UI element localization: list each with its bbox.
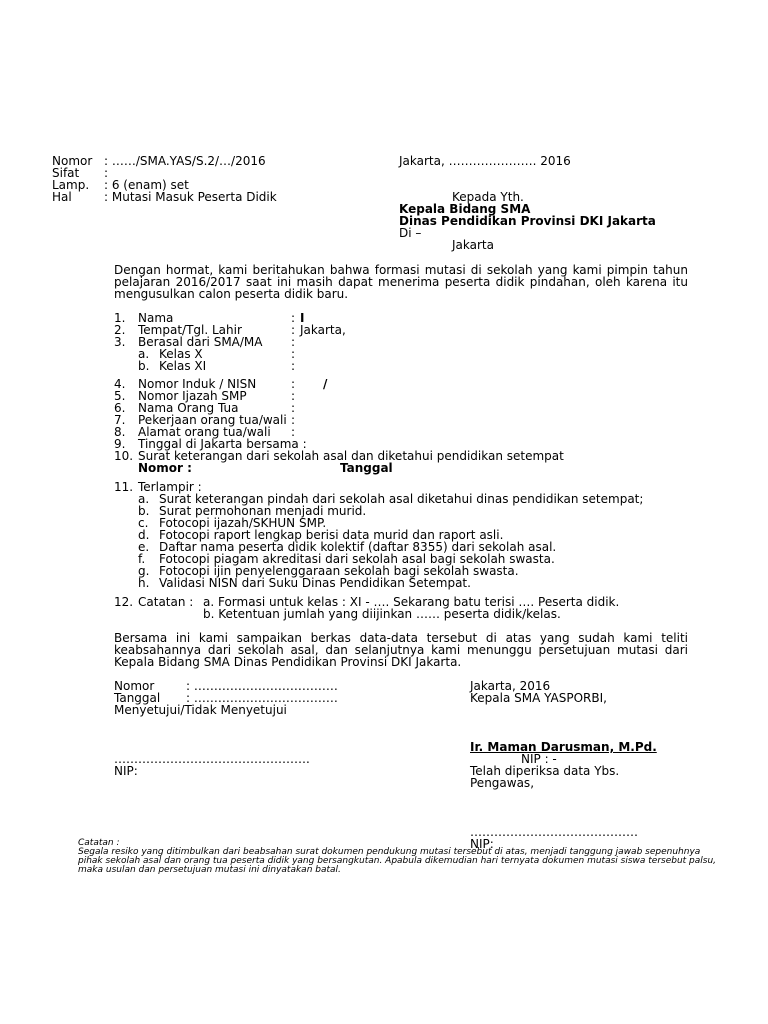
field-3b-colon: : — [291, 359, 296, 373]
field-7-colon: : — [291, 413, 296, 427]
field-9-num: 9. — [114, 437, 126, 451]
signer-position: Kepala SMA YASPORBI, — [470, 691, 607, 705]
supervisor-signature-line: …………………………………… — [470, 825, 638, 839]
field-4-label: Nomor Induk / NISN — [138, 377, 257, 391]
field-3a-label: Kelas X — [159, 347, 203, 361]
catatan-a: a. Formasi untuk kelas : XI - …. Sekarang batu terisi …. Peserta didik. — [203, 595, 620, 609]
hal-value: : Mutasi Masuk Peserta Didik — [104, 190, 277, 204]
field-10-nomor: Nomor : — [138, 461, 192, 475]
lamp-value: : 6 (enam) set — [104, 178, 189, 192]
field-6-label: Nama Orang Tua — [138, 401, 239, 415]
approval-nomor-label: Nomor — [114, 679, 155, 693]
signer-name: Ir. Maman Darusman, M.Pd. — [470, 740, 657, 754]
field-8-label: Alamat orang tua/wali — [138, 425, 271, 439]
catatan-num: 12. — [114, 595, 134, 609]
attachment-text: Fotocopi raport lengkap berisi data murid dan raport asli. — [159, 528, 504, 542]
footnote-text: Segala resiko yang ditimbulkan dari beabsahan surat dokumen pendukung mutasi tersebut di atas, menjadi tanggung jawab sepenuhnya pihak sekolah asal dan orang tua peserta didik yang bersangkutan. Apabula dikemudian hari ternyata dokumen mutasi siswa tersebut palsu, maka usulan dan persetujuan mutasi ini dinyatakan batal. — [78, 847, 717, 875]
field-4-num: 4. — [114, 377, 126, 391]
field-9-label: Tinggal di Jakarta bersama : — [138, 437, 307, 451]
recipient-line1: Kepala Bidang SMA — [399, 202, 531, 216]
checked-text: Telah diperiksa data Ybs. — [470, 764, 620, 778]
field-8-num: 8. — [114, 425, 126, 439]
field-2-label: Tempat/Tgl. Lahir — [138, 323, 242, 337]
field-3a-num: a. — [138, 347, 150, 361]
attachments-title: Terlampir : — [138, 480, 202, 494]
supervisor-nip: NIP: — [470, 837, 494, 851]
field-2-num: 2. — [114, 323, 126, 337]
field-6-colon: : — [291, 401, 296, 415]
field-1-num: 1. — [114, 311, 126, 325]
recipient-kepada: Kepada Yth. — [452, 190, 524, 204]
field-10-tanggal: Tanggal — [340, 461, 393, 475]
approval-tanggal-label: Tanggal — [114, 691, 161, 705]
field-7-num: 7. — [114, 413, 126, 427]
attachment-text: Daftar nama peserta didik kolektif (daftar 8355) dari sekolah asal. — [159, 540, 557, 554]
hal-label: Hal — [52, 190, 72, 204]
field-7-label: Pekerjaan orang tua/wali — [138, 413, 287, 427]
field-10-num: 10. — [114, 449, 134, 463]
catatan-label: Catatan : — [138, 595, 194, 609]
supervisor-title: Pengawas, — [470, 776, 535, 790]
field-10-label: Surat keterangan dari sekolah asal dan diketahui pendidikan setempat — [138, 449, 564, 463]
field-5-num: 5. — [114, 389, 126, 403]
field-3b-label: Kelas XI — [159, 359, 207, 373]
opening-paragraph: Dengan hormat, kami beritahukan bahwa formasi mutasi di sekolah yang kami pimpin tahun pelajaran 2016/2017 saat ini masih dapat menerima peserta didik pindahan, oleh karena itu mengusulkan calon peserta didik baru. — [114, 263, 688, 301]
field-2-value: Jakarta, — [300, 323, 346, 337]
field-3-colon: : — [291, 335, 296, 349]
attachment-text: Fotocopi ijin penyelenggaraan sekolah bagi sekolah swasta. — [159, 564, 519, 578]
sifat-value: : — [104, 166, 109, 180]
sifat-label: Sifat — [52, 166, 80, 180]
approval-nomor-value: : ……………………………… — [186, 679, 338, 693]
attachments-num: 11. — [114, 480, 134, 494]
field-1-colon: : — [291, 311, 296, 325]
approval-nip: NIP: — [114, 764, 138, 778]
field-3-label: Berasal dari SMA/MA — [138, 335, 263, 349]
field-3a-colon: : — [291, 347, 296, 361]
field-5-colon: : — [291, 389, 296, 403]
attachment-letter: c. — [138, 516, 149, 530]
attachment-text: Fotocopi ijazah/SKHUN SMP. — [159, 516, 327, 530]
field-5-label: Nomor Ijazah SMP — [138, 389, 247, 403]
recipient-di: Di – — [399, 226, 422, 240]
approval-text: Menyetujui/Tidak Menyetujui — [114, 703, 287, 717]
recipient-line2: Dinas Pendidikan Provinsi DKI Jakarta — [399, 214, 656, 228]
attachment-text: Fotocopi piagam akreditasi dari sekolah asal bagi sekolah swasta. — [159, 552, 555, 566]
attachment-letter: h. — [138, 576, 150, 590]
approval-tanggal-value: : ……………………………… — [186, 691, 338, 705]
field-1-label: Nama — [138, 311, 174, 325]
lamp-label: Lamp. — [52, 178, 90, 192]
field-1-value: I — [300, 311, 305, 325]
signer-nip: NIP : - — [521, 752, 557, 766]
attachment-text: Surat keterangan pindah dari sekolah asal diketahui dinas pendidikan setempat; — [159, 492, 644, 506]
attachment-letter: d. — [138, 528, 150, 542]
field-4-value: / — [323, 377, 328, 391]
attachment-letter: b. — [138, 504, 150, 518]
approval-signature-line: …………………………………………. — [114, 752, 310, 766]
attachment-letter: a. — [138, 492, 150, 506]
field-8-colon: : — [291, 425, 296, 439]
attachment-letter: f. — [138, 552, 146, 566]
field-3b-num: b. — [138, 359, 150, 373]
letter-date: Jakarta, …………………. 2016 — [399, 154, 571, 168]
field-2-colon: : — [291, 323, 296, 337]
recipient-city: Jakarta — [452, 238, 494, 252]
field-6-num: 6. — [114, 401, 126, 415]
attachment-letter: g. — [138, 564, 150, 578]
attachment-text: Validasi NISN dari Suku Dinas Pendidikan Setempat. — [159, 576, 471, 590]
signer-place-date: Jakarta, 2016 — [470, 679, 551, 693]
closing-paragraph: Bersama ini kami sampaikan berkas data-data tersebut di atas yang sudah kami teliti keabsahannya dari sekolah asal, dan selanjutnya kami menunggu persetujuan mutasi dari Kepala Bidang SMA Dinas Pendidikan Provinsi DKI Jakarta. — [114, 631, 688, 669]
attachment-text: Surat permohonan menjadi murid. — [159, 504, 367, 518]
field-3-num: 3. — [114, 335, 126, 349]
catatan-b: b. Ketentuan jumlah yang diijinkan …… peserta didik/kelas. — [203, 607, 561, 621]
footnote-title: Catatan : — [78, 838, 120, 848]
field-4-colon: : — [291, 377, 296, 391]
nomor-label: Nomor — [52, 154, 93, 168]
attachment-letter: e. — [138, 540, 150, 554]
nomor-value: : ……/SMA.YAS/S.2/…/2016 — [104, 154, 266, 168]
